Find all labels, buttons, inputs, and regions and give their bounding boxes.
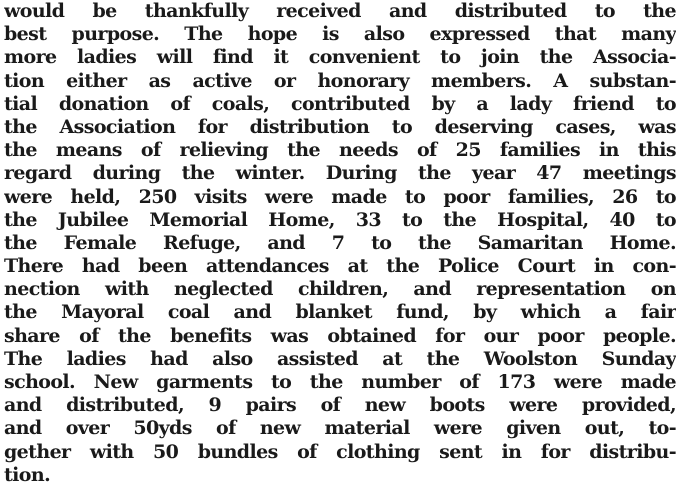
text-line: the means of relieving the needs of 25 families in this: [4, 139, 676, 162]
text-line: There had been attendances at the Police Court in con-: [4, 255, 676, 278]
text-line: nection with neglected children, and representation on: [4, 278, 676, 301]
text-line: and distributed, 9 pairs of new boots were provided,: [4, 394, 676, 417]
text-line: the Association for distribution to deserving cases, was: [4, 115, 676, 138]
text-line: school. New garments to the number of 173 were made: [4, 371, 676, 393]
text-line: were held, 250 visits were made to poor families, 26 to: [4, 185, 676, 208]
text-line: more ladies will find it convenient to join the Associa-: [4, 46, 676, 69]
text-line: tial donation of coals, contributed by a lady friend to: [4, 92, 676, 115]
text-line: the Jubilee Memorial Home, 33 to the Hospital, 40 to: [4, 208, 676, 231]
text-line: share of the benefits was obtained for our poor people.: [4, 324, 676, 347]
text-line: would be thankfully received and distributed to the: [4, 0, 676, 22]
newspaper-clipping: [4, 0, 676, 491]
text-line: gether with 50 bundles of clothing sent in for distribu-: [4, 440, 676, 463]
text-line: tion either as active or honorary members. A substan-: [4, 69, 676, 92]
text-line: regard during the winter. During the year 47 meetings: [4, 162, 676, 185]
text-line: best purpose. The hope is also expressed that many: [4, 23, 676, 46]
text-line: tion.: [4, 463, 51, 486]
text-line: The ladies had also assisted at the Woolston Sunday: [4, 347, 676, 370]
text-line: and over 50yds of new material were given out, to-: [4, 417, 676, 440]
text-line: the Mayoral coal and blanket fund, by which a fair: [4, 301, 676, 324]
text-line: the Female Refuge, and 7 to the Samaritan Home.: [4, 231, 676, 254]
